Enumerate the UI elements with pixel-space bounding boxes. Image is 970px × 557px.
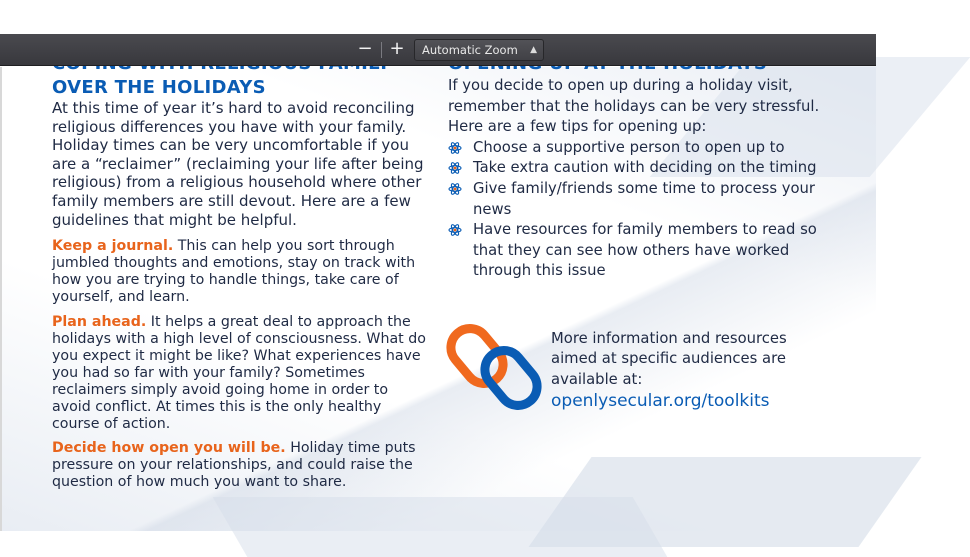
background-shape <box>213 497 668 557</box>
page-edge <box>0 67 2 531</box>
left-intro: At this time of year it’s hard to avoid reconciling religious differences you have with your family. Holiday times can be very uncomfortable if you are a “reclaimer” (reclaiming your life after being religious) from a religious household where other family members are still devout. Here are a few guidelines that might be helpful. <box>52 99 424 229</box>
pdf-viewer-toolbar <box>0 34 876 66</box>
tip-paragraph <box>52 314 427 434</box>
right-column <box>448 76 823 282</box>
list-item <box>448 158 823 179</box>
right-intro: If you decide to open up during a holiday visit, remember that the holidays can be very stressful. Here are a few tips for opening up: <box>448 77 820 136</box>
zoom-select[interactable] <box>414 39 544 61</box>
chain-link-icon <box>452 322 540 412</box>
tip-paragraph <box>52 238 427 306</box>
info-text: More information and resources aimed at specific audiences are available at: <box>551 330 787 388</box>
tip-keyword: Keep a journal. <box>52 238 174 255</box>
tip-item-text: Give family/friends some time to process your news <box>473 179 815 218</box>
atom-icon <box>448 141 462 155</box>
tip-text: It helps a great deal to approach the holidays with a high level of consciousness. What do you expect it might be like? What experiences have you had so far with your family? Sometimes reclaimers simply avoid going home in order to avoid conflict. At times this is the only healthy course of action. <box>52 313 426 433</box>
info-box <box>452 322 852 417</box>
left-column <box>52 99 427 498</box>
zoom-select-value: Automatic Zoom <box>422 43 518 57</box>
list-item <box>448 138 823 159</box>
tip-keyword: Decide how open you will be. <box>52 440 286 457</box>
window-top-area <box>0 0 876 34</box>
tip-keyword: Plan ahead. <box>52 313 147 330</box>
tips-list <box>448 138 823 282</box>
zoom-in-button[interactable]: + <box>389 38 405 59</box>
zoom-out-button[interactable]: − <box>357 38 373 59</box>
left-heading: OVER THE HOLIDAYS <box>52 77 266 98</box>
tip-item-text: Choose a supportive person to open up to <box>473 138 785 156</box>
select-arrows-icon: ▲ <box>530 45 537 55</box>
toolbar-separator <box>381 42 382 58</box>
tip-item-text: Take extra caution with deciding on the timing <box>473 159 817 177</box>
tip-paragraph <box>52 440 427 491</box>
atom-icon <box>448 182 462 196</box>
list-item <box>448 220 823 282</box>
atom-icon <box>448 223 462 237</box>
tip-text: This can help you sort through jumbled thoughts and emotions, stay on track with how you are trying to handle things, take care of yourself, and learn. <box>52 238 416 306</box>
pdf-page <box>0 67 876 531</box>
tip-item-text: Have resources for family members to read so that they can see how others have worked through this issue <box>473 221 817 280</box>
tip-text: Holiday time puts pressure on your relationships, and could raise the question of how much you want to share. <box>52 440 416 491</box>
atom-icon <box>448 161 462 175</box>
list-item <box>448 179 823 220</box>
toolkits-link[interactable]: openlysecular.org/toolkits <box>551 391 770 411</box>
